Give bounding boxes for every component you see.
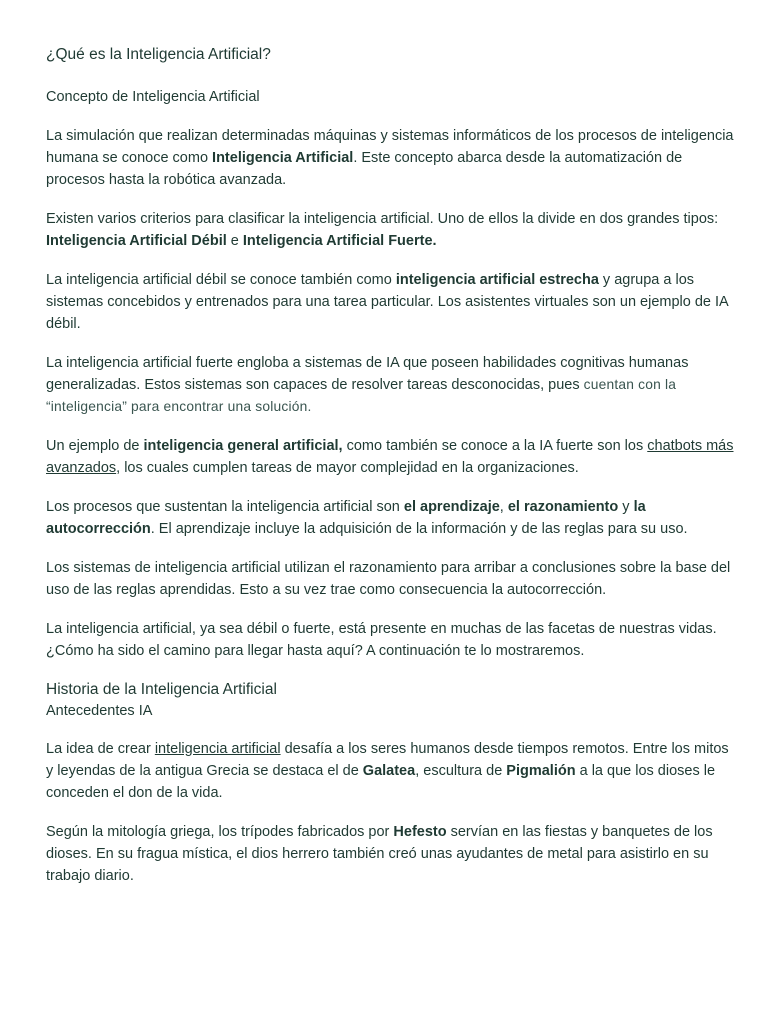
section-heading: Concepto de Inteligencia Artificial: [46, 89, 260, 105]
bold-text: Galatea: [362, 763, 416, 779]
bold-text: Hefesto: [393, 824, 447, 840]
paragraph: [46, 738, 736, 804]
text: . Este concepto abarca desde la automatización de procesos hasta la robótica avanzada.: [46, 150, 683, 188]
article: [46, 44, 736, 904]
history-section: [46, 738, 736, 887]
text: Un ejemplo de: [46, 438, 144, 454]
text: ,: [499, 499, 508, 515]
paragraph: [46, 496, 736, 540]
text: y agrupa a los sistemas concebidos y entrenados para una tarea particular. Los asistentes virtuales son un ejemplo de IA débil.: [46, 272, 728, 332]
text: desafía a los seres humanos desde tiempos remotos. Entre los mitos y leyendas de la antigua Grecia se destaca el de: [46, 741, 729, 779]
text: La inteligencia artificial, ya sea débil o fuerte, está presente en muchas de las facetas de nuestras vidas. ¿Cómo ha sido el camino para llegar hasta aquí? A continuación te lo mostraremos.: [46, 621, 717, 659]
text: cuentan con la “inteligencia” para encontrar una solución.: [46, 377, 677, 414]
bold-text: Inteligencia Artificial Fuerte.: [242, 233, 437, 249]
bold-text: la autocorrección: [46, 499, 646, 537]
inline-link[interactable]: chatbots más avanzados: [46, 438, 734, 476]
text: servían en las fiestas y banquetes de los dioses. En su fragua mística, el dios herrero también creó unas ayudantes de metal para asistirlo en su trabajo diario.: [46, 824, 713, 884]
text: y: [618, 499, 634, 515]
bold-text: Inteligencia Artificial Débil: [46, 233, 227, 249]
text: , los cuales cumplen tareas de mayor complejidad en la organizaciones.: [116, 460, 579, 476]
text: La idea de crear: [46, 741, 155, 757]
bold-text: el razonamiento: [507, 499, 619, 515]
bold-text: inteligencia general artificial,: [143, 438, 343, 454]
paragraph: [46, 352, 736, 418]
paragraph: [46, 208, 736, 252]
bold-text: Pigmalión: [506, 763, 576, 779]
page-title: ¿Qué es la Inteligencia Artificial?: [46, 46, 271, 63]
bold-text: Inteligencia Artificial: [212, 150, 354, 166]
text: como también se conoce a la IA fuerte son los: [342, 438, 648, 454]
text: , escultura de: [415, 763, 507, 779]
inline-link[interactable]: inteligencia artificial: [154, 741, 281, 757]
text: La simulación que realizan determinadas máquinas y sistemas informáticos de los procesos de inteligencia humana se conoce como: [46, 128, 734, 166]
bold-text: inteligencia artificial estrecha: [395, 272, 599, 288]
paragraph: [46, 821, 736, 887]
text: e: [226, 233, 243, 249]
history-subheading: Antecedentes IA: [46, 703, 153, 719]
paragraph: [46, 618, 736, 662]
history-heading: Historia de la Inteligencia Artificial: [46, 681, 277, 698]
text: Los procesos que sustentan la inteligencia artificial son: [46, 499, 404, 515]
text: Existen varios criterios para clasificar la inteligencia artificial. Uno de ellos la divide en dos grandes tipos:: [46, 211, 719, 227]
text: La inteligencia artificial débil se conoce también como: [46, 272, 396, 288]
paragraph: [46, 269, 736, 335]
text: La inteligencia artificial fuerte engloba a sistemas de IA que poseen habilidades cognitivas humanas generalizadas. Estos sistemas son capaces de resolver tareas desconocidas, pues: [46, 355, 689, 393]
concept-section: [46, 125, 736, 662]
text: Los sistemas de inteligencia artificial utilizan el razonamiento para arribar a conclusiones sobre la base del uso de las reglas aprendidas. Esto a su vez trae como consecuencia la autocorrección.: [46, 560, 731, 598]
paragraph: [46, 125, 736, 191]
bold-text: el aprendizaje: [403, 499, 500, 515]
text: . El aprendizaje incluye la adquisición de la información y de las reglas para su uso.: [150, 521, 688, 537]
paragraph: [46, 557, 736, 601]
paragraph: [46, 435, 736, 479]
text: Según la mitología griega, los trípodes fabricados por: [46, 824, 394, 840]
text: a la que los dioses le conceden el don de la vida.: [46, 763, 716, 801]
